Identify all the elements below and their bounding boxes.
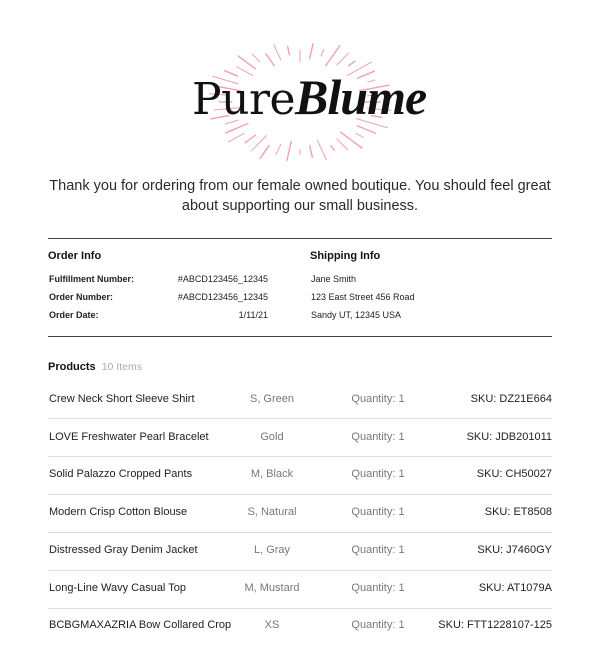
product-name: Modern Crisp Cotton Blouse [49,506,188,518]
fulfillment-number-row [48,274,268,286]
product-name: LOVE Freshwater Pearl Bracelet [49,431,209,443]
shipping-street: 123 East Street 456 Road [311,292,415,302]
product-variant-text: L, Gray [253,544,291,556]
product-row [48,393,552,431]
product-quantity-text: Quantity: 1 [351,468,405,480]
row-divider [48,608,552,609]
order-info-heading: Order Info [48,250,102,262]
product-quantity-text: Quantity: 1 [351,393,405,405]
product-name: BCBGMAXAZRIA Bow Collared Crop [49,619,232,631]
row-divider [48,456,552,457]
product-sku: SKU: DZ21E664 [470,393,552,405]
product-row [48,506,552,544]
product-sku: SKU: ET8508 [484,506,552,518]
product-quantity-text: Quantity: 1 [351,619,405,631]
shipping-info-heading: Shipping Info [310,250,381,262]
product-name: Long-Line Wavy Casual Top [49,582,186,594]
divider [48,238,552,239]
order-number-row [48,292,268,304]
product-row [48,544,552,582]
product-quantity-text: Quantity: 1 [351,582,405,594]
product-row [48,468,552,506]
shipping-city: Sandy UT, 12345 USA [311,310,402,320]
product-quantity-text: Quantity: 1 [351,506,405,518]
divider [48,336,552,337]
product-variant-text: Gold [260,431,284,443]
product-sku: SKU: J7460GY [477,544,552,556]
shipping-name: Jane Smith [311,274,357,284]
product-variant-text: S, Green [249,393,295,405]
product-sku: SKU: CH50027 [476,468,552,480]
product-sku: SKU: JDB201011 [466,431,552,443]
product-quantity-text: Quantity: 1 [351,544,405,556]
products-count: 10 Items [101,361,142,373]
shipping-info [310,250,550,320]
order-number-value: #ABCD123456_12345 [177,292,268,302]
brand-wordmark [192,69,427,125]
product-variant-text: M, Mustard [244,582,300,594]
brand-name-part2: Blume [295,69,427,125]
products-heading: Products [48,361,96,373]
product-row [48,431,552,469]
order-number-label: Order Number: [49,292,114,302]
row-divider [48,532,552,533]
order-info [48,250,278,320]
order-date-value: 1/11/21 [238,310,268,320]
product-name: Crew Neck Short Sleeve Shirt [49,393,195,405]
order-date-label: Order Date: [49,310,99,320]
brand-logo [180,40,427,165]
brand-name-part1: Pure [192,74,296,125]
fulfillment-number-label: Fulfillment Number: [49,274,134,284]
row-divider [48,570,552,571]
product-row [48,582,552,620]
product-name: Solid Palazzo Cropped Pants [49,468,193,480]
products-header [48,361,142,373]
row-divider [48,494,552,495]
fulfillment-number-value: #ABCD123456_12345 [177,274,268,284]
product-sku: SKU: AT1079A [478,582,552,594]
product-variant-text: S, Natural [247,506,297,518]
product-quantity-text: Quantity: 1 [351,431,405,443]
order-date-row [48,310,268,322]
row-divider [48,418,552,419]
product-variant-text: M, Black [250,468,294,480]
product-sku: SKU: FTT1228107-125 [438,619,552,631]
product-row [48,619,552,657]
thank-you-message: Thank you for ordering from our female owned boutique. You should feel great about supporting our small business. [49,178,551,214]
product-name: Distressed Gray Denim Jacket [49,544,198,556]
product-variant-text: XS [264,619,280,631]
